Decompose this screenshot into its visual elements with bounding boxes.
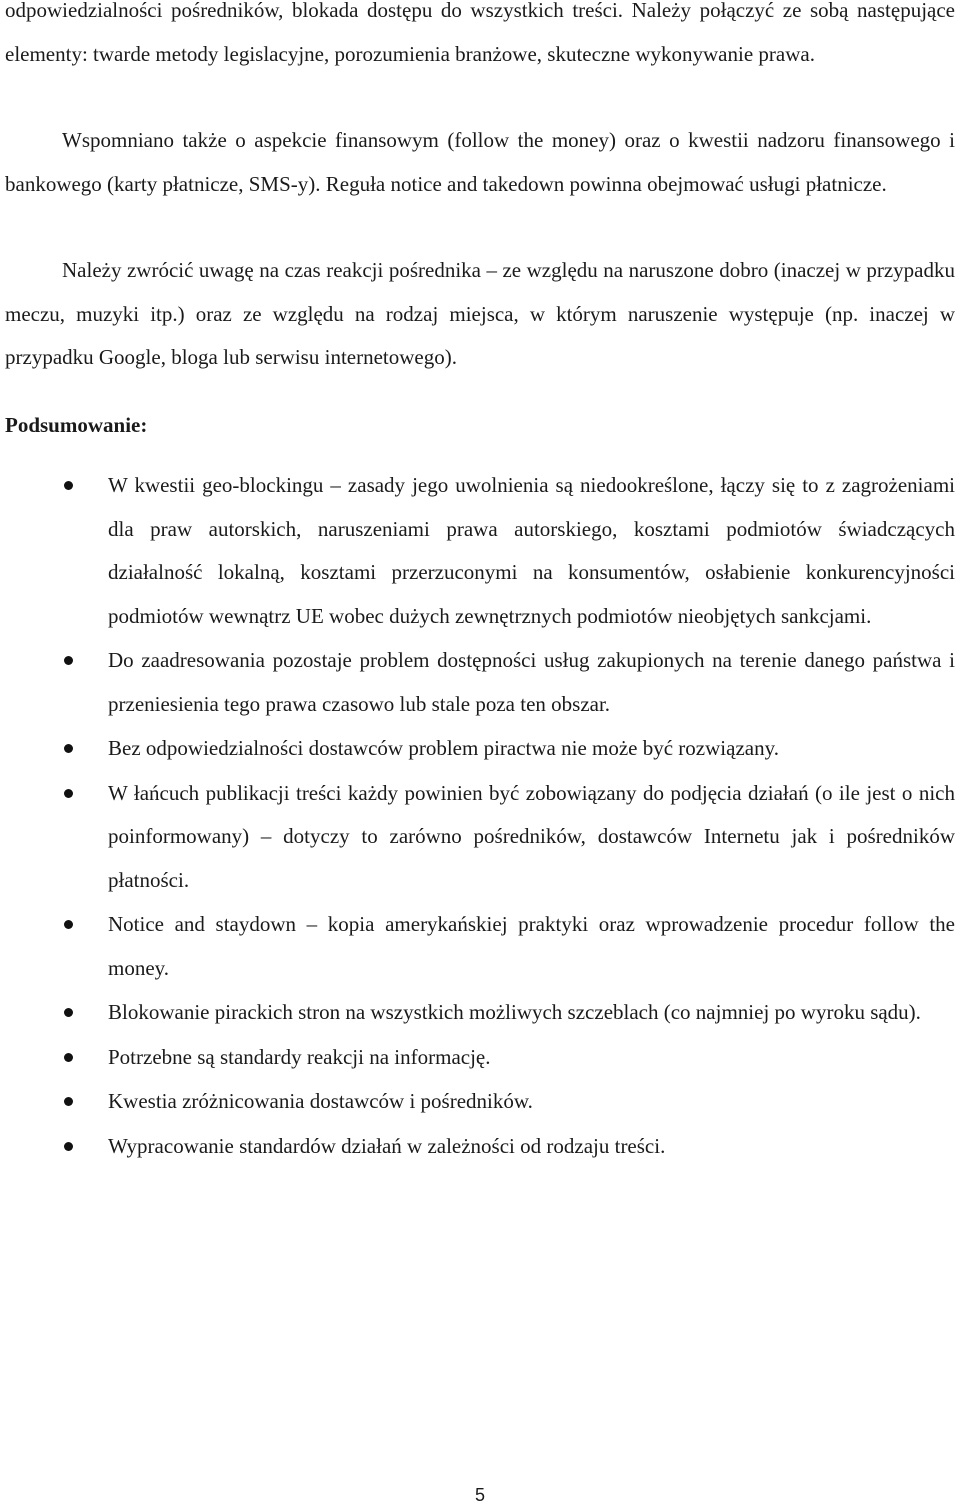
summary-item-text: Bez odpowiedzialności dostawców problem piractwa nie może być rozwiązany. <box>108 736 779 760</box>
summary-item-text: Notice and staydown – kopia amerykańskiej praktyki oraz wprowadzenie procedur follow the money. <box>108 912 955 980</box>
summary-item-text: Kwestia zróżnicowania dostawców i pośredników. <box>108 1089 533 1113</box>
summary-item <box>0 991 960 1035</box>
summary-item <box>0 1125 960 1169</box>
paragraph-2 <box>5 119 955 206</box>
summary-item-text: Blokowanie pirackich stron na wszystkich możliwych szczeblach (co najmniej po wyroku sądu). <box>108 1000 921 1024</box>
bullet-icon <box>64 789 73 798</box>
summary-item-text: Wypracowanie standardów działań w zależności od rodzaju treści. <box>108 1133 666 1158</box>
summary-item <box>0 772 960 903</box>
summary-heading: Podsumowanie: <box>5 413 148 437</box>
bullet-icon <box>64 1142 73 1151</box>
paragraph-1-text: odpowiedzialności pośredników, blokada dostępu do wszystkich treści. Należy połączyć ze sobą następujące elementy: twarde metody legislacyjne, porozumienia branżowe, skuteczne wykonywanie prawa. <box>5 0 955 66</box>
summary-item-text: Do zaadresowania pozostaje problem dostępności usług zakupionych na terenie danego państwa i przeniesienia tego prawa czasowo lub stale poza ten obszar. <box>108 648 955 716</box>
summary-item-text: W kwestii geo-blockingu – zasady jego uwolnienia są niedookreślone, łączy się to z zagrożeniami dla praw autorskich, naruszeniami prawa autorskiego, kosztami podmiotów świadczących działalność lokalną, kosztami przerzuconymi na konsumentów, osłabienie konkurencyjności podmiotów wewnątrz UE wobec dużych zewnętrznych podmiotów nieobjętych sankcjami. <box>108 473 955 628</box>
bullet-icon <box>64 1053 73 1062</box>
summary-item-text: W łańcuch publikacji treści każdy powinien być zobowiązany do podjęcia działań (o ile jest o nich poinformowany) – dotyczy to zarówno pośredników, dostawców Internetu jak i pośredników płatności. <box>108 780 955 892</box>
summary-item <box>0 639 960 726</box>
bullet-icon <box>64 1097 73 1106</box>
bullet-icon <box>64 920 73 929</box>
paragraph-3-text: Należy zwrócić uwagę na czas reakcji pośrednika – ze względu na naruszone dobro (inaczej w przypadku meczu, muzyki itp.) oraz ze względu na rodzaj miejsca, w którym naruszenie występuje (np. inaczej w przypadku Google, bloga lub serwisu internetowego). <box>5 258 955 369</box>
summary-item-text: Potrzebne są standardy reakcji na informację. <box>108 1044 491 1069</box>
bullet-icon <box>64 656 73 665</box>
bullet-icon <box>64 481 73 490</box>
summary-item <box>0 903 960 990</box>
paragraph-1 <box>5 0 955 76</box>
summary-item <box>0 727 960 771</box>
bullet-icon <box>64 1008 73 1017</box>
paragraph-2-text: Wspomniano także o aspekcie finansowym (follow the money) oraz o kwestii nadzoru finansowego i bankowego (karty płatnicze, SMS-y). Reguła notice and takedown powinna obejmować usługi płatnicze. <box>5 128 955 196</box>
summary-item <box>0 1080 960 1124</box>
summary-item <box>0 1036 960 1080</box>
paragraph-3 <box>5 249 955 380</box>
summary-item <box>0 464 960 638</box>
page-number: 5 <box>474 1485 485 1505</box>
summary-list <box>0 464 960 1169</box>
bullet-icon <box>64 744 73 753</box>
